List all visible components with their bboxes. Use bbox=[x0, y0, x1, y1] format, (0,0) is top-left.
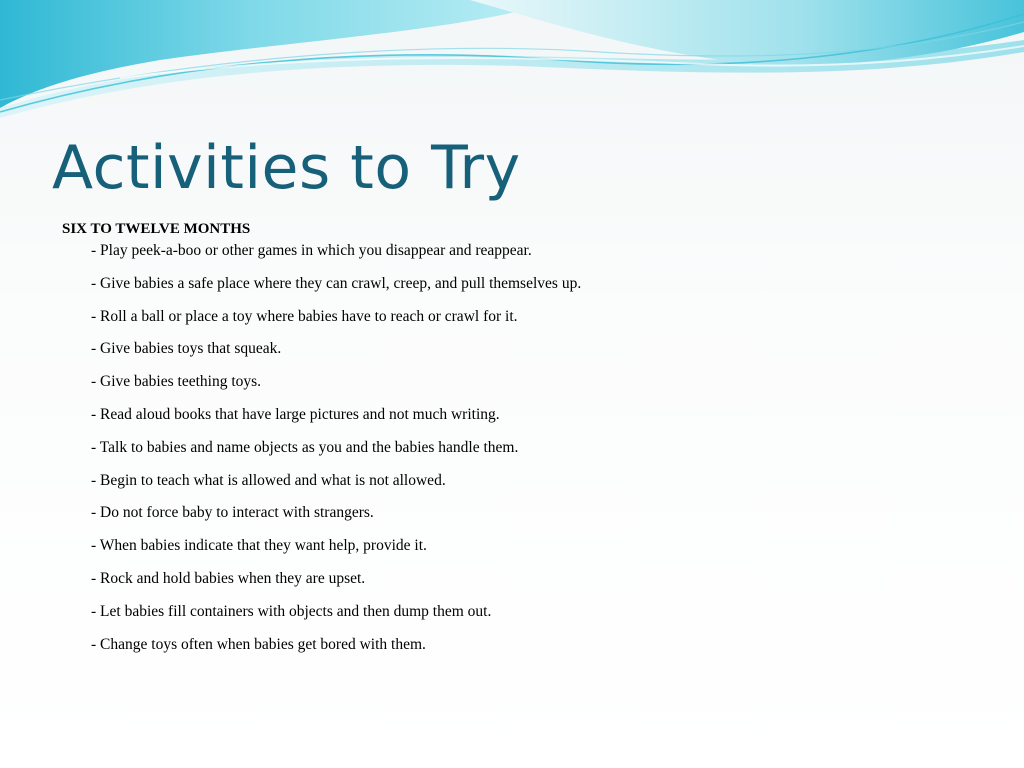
list-item: - Give babies teething toys. bbox=[91, 373, 262, 391]
header-wave-decoration bbox=[0, 0, 1024, 140]
list-item: - Change toys often when babies get bored with them. bbox=[91, 635, 426, 653]
list-item: - Talk to babies and name objects as you and the babies handle them. bbox=[91, 438, 519, 456]
list-item: - Give babies a safe place where they can crawl, creep, and pull themselves up. bbox=[91, 274, 582, 292]
activity-list bbox=[62, 240, 982, 656]
list-item: - Begin to teach what is allowed and what is not allowed. bbox=[91, 471, 446, 489]
list-item: - Rock and hold babies when they are upset. bbox=[91, 569, 366, 587]
list-item: - Let babies fill containers with objects and then dump them out. bbox=[91, 602, 492, 620]
list-item: - Give babies toys that squeak. bbox=[91, 340, 282, 358]
list-item: - When babies indicate that they want help, provide it. bbox=[91, 537, 427, 555]
list-item: - Do not force baby to interact with strangers. bbox=[91, 504, 374, 522]
list-item: - Roll a ball or place a toy where babies have to reach or crawl for it. bbox=[91, 307, 518, 325]
slide-body bbox=[62, 218, 982, 666]
section-heading: SIX TO TWELVE MONTHS bbox=[62, 221, 251, 237]
list-item: - Play peek-a-boo or other games in which you disappear and reappear. bbox=[91, 242, 532, 259]
slide-title: Activities to Try bbox=[52, 133, 521, 203]
list-item: - Read aloud books that have large pictures and not much writing. bbox=[91, 405, 500, 423]
